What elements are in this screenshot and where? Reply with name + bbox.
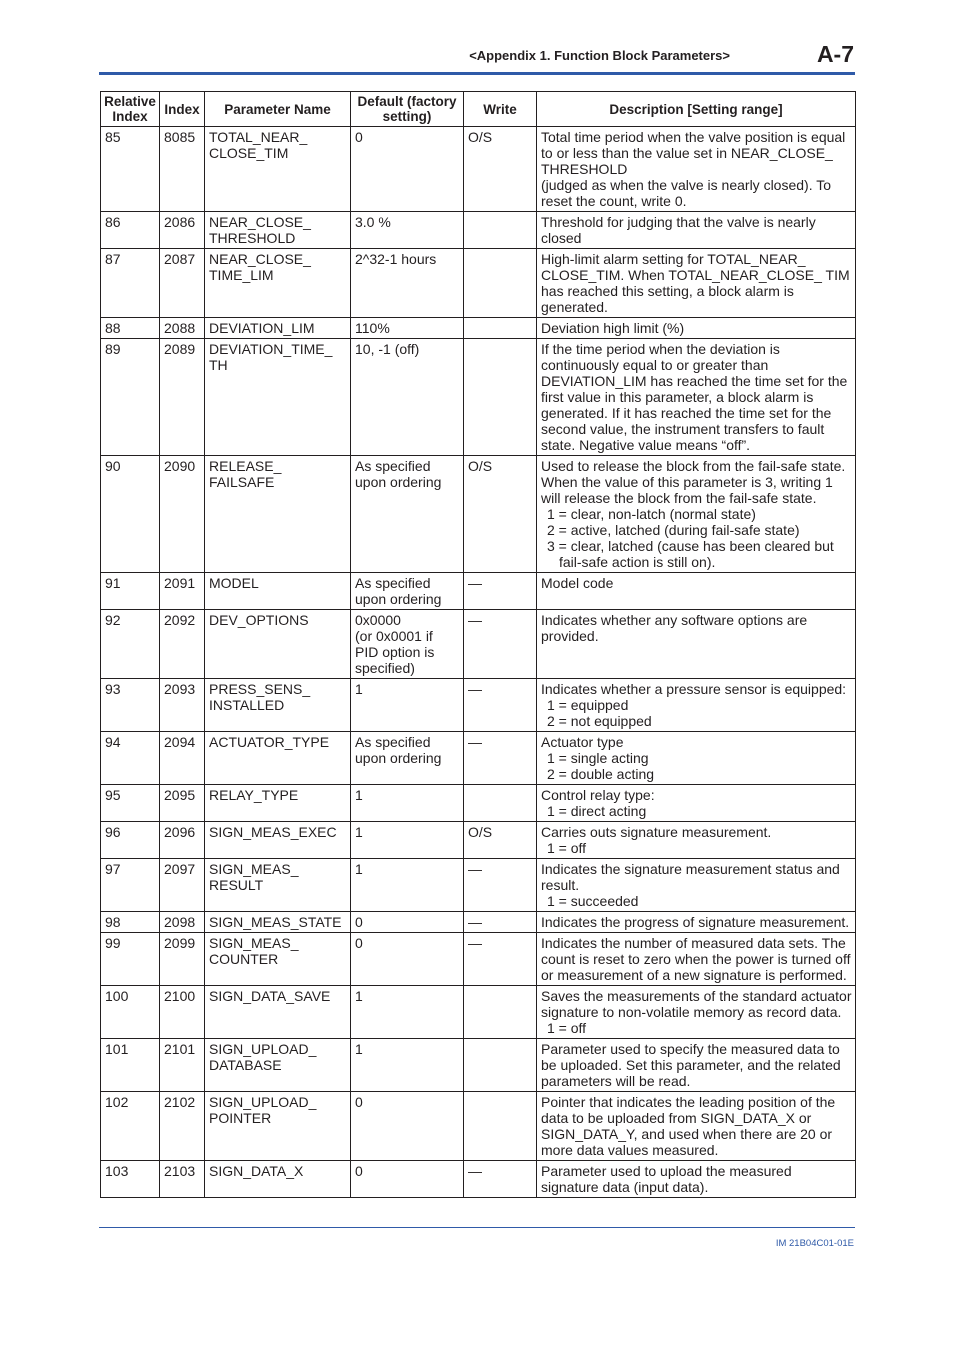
table-row	[101, 249, 856, 318]
relative-index-cell: 96	[101, 822, 160, 859]
parameter-name-cell: SIGN_UPLOAD_ POINTER	[205, 1092, 351, 1161]
relative-index-cell: 103	[101, 1161, 160, 1198]
description-list-item: 2 = active, latched (during fail-safe state)	[547, 522, 800, 538]
description-cell	[537, 212, 856, 249]
index-cell: 2094	[160, 732, 205, 785]
relative-index-cell: 93	[101, 679, 160, 732]
footer-rule	[99, 1227, 855, 1228]
index-cell: 2090	[160, 456, 205, 573]
table-row	[101, 1161, 856, 1198]
running-header: <Appendix 1. Function Block Parameters>	[469, 48, 730, 63]
table-row	[101, 212, 856, 249]
description-cell	[537, 933, 856, 986]
table-row	[101, 785, 856, 822]
description-text: Used to release the block from the fail-safe state. When the value of this parameter is 3, writing 1 will release the block from the fail-safe state.	[541, 458, 850, 506]
description-cell	[537, 912, 856, 933]
relative-index-cell: 102	[101, 1092, 160, 1161]
write-mode-cell: O/S	[464, 456, 537, 573]
description-cell	[537, 456, 856, 573]
col-header-description: Description [Setting range]	[537, 92, 856, 127]
default-value-cell: 0x0000 (or 0x0001 if PID option is specified)	[351, 610, 464, 679]
parameter-name-cell: NEAR_CLOSE_ THRESHOLD	[205, 212, 351, 249]
relative-index-cell: 95	[101, 785, 160, 822]
description-list-item: 1 = succeeded	[547, 893, 639, 909]
description-text: Total time period when the valve position is equal to or less than the value set in NEAR_CLOSE_ THRESHOLD	[541, 129, 850, 177]
parameter-name-cell: SIGN_MEAS_STATE	[205, 912, 351, 933]
relative-index-cell: 88	[101, 318, 160, 339]
col-header-parameter-name: Parameter Name	[205, 92, 351, 127]
relative-index-cell: 94	[101, 732, 160, 785]
col-header-default: Default (factory setting)	[351, 92, 464, 127]
relative-index-cell: 90	[101, 456, 160, 573]
document-id: IM 21B04C01-01E	[775, 1238, 854, 1249]
description-list-item: 1 = single acting	[547, 750, 649, 766]
description-text: Indicates the progress of signature measurement.	[541, 914, 850, 930]
table-row	[101, 822, 856, 859]
write-mode-cell	[464, 249, 537, 318]
description-cell	[537, 679, 856, 732]
write-mode-cell	[464, 318, 537, 339]
col-header-index: Index	[160, 92, 205, 127]
description-list-item: 2 = double acting	[547, 766, 655, 782]
table-row	[101, 127, 856, 212]
table-row	[101, 933, 856, 986]
relative-index-cell: 91	[101, 573, 160, 610]
table-header-row	[101, 92, 856, 127]
description-list-item: 1 = equipped	[547, 697, 629, 713]
description-cell	[537, 249, 856, 318]
default-value-cell: 1	[351, 785, 464, 822]
index-cell: 2098	[160, 912, 205, 933]
default-value-cell: 0	[351, 127, 464, 212]
write-mode-cell: O/S	[464, 822, 537, 859]
parameter-name-cell: SIGN_MEAS_ COUNTER	[205, 933, 351, 986]
table-row	[101, 679, 856, 732]
description-cell	[537, 986, 856, 1039]
description-text: (judged as when the valve is nearly closed). To reset the count, write 0.	[541, 177, 835, 209]
description-text: Control relay type:	[541, 787, 655, 803]
description-list-item: 1 = clear, non-latch (normal state)	[547, 506, 756, 522]
default-value-cell: 1	[351, 986, 464, 1039]
description-text: If the time period when the deviation is continuously equal to or greater than DEVIATION_LIM has reached the time set for the first value in this parameter, a block alarm is generated. If it has reached the time set for the second value, the instrument transfers to fault state. Negative value means “off”.	[541, 341, 852, 453]
description-text: Actuator type	[541, 734, 624, 750]
parameter-name-cell: ACTUATOR_TYPE	[205, 732, 351, 785]
write-mode-cell	[464, 212, 537, 249]
description-text: Saves the measurements of the standard actuator signature to non-volatile memory as record data.	[541, 988, 856, 1020]
index-cell: 2096	[160, 822, 205, 859]
index-cell: 2099	[160, 933, 205, 986]
write-mode-cell	[464, 1039, 537, 1092]
default-value-cell: 0	[351, 1092, 464, 1161]
index-cell: 2093	[160, 679, 205, 732]
col-header-relative-index: Relative Index	[101, 92, 160, 127]
index-cell: 2087	[160, 249, 205, 318]
default-value-cell: 110%	[351, 318, 464, 339]
parameter-name-cell: SIGN_MEAS_EXEC	[205, 822, 351, 859]
table-row	[101, 912, 856, 933]
default-value-cell: As specified upon ordering	[351, 573, 464, 610]
default-value-cell: 0	[351, 933, 464, 986]
index-cell: 2102	[160, 1092, 205, 1161]
relative-index-cell: 97	[101, 859, 160, 912]
description-cell	[537, 610, 856, 679]
parameter-name-cell: SIGN_DATA_X	[205, 1161, 351, 1198]
parameter-name-cell: DEVIATION_LIM	[205, 318, 351, 339]
write-mode-cell	[464, 986, 537, 1039]
parameter-name-cell: RELAY_TYPE	[205, 785, 351, 822]
default-value-cell: 1	[351, 822, 464, 859]
write-mode-cell: —	[464, 679, 537, 732]
index-cell: 2095	[160, 785, 205, 822]
table-row	[101, 732, 856, 785]
parameter-name-cell: TOTAL_NEAR_ CLOSE_TIM	[205, 127, 351, 212]
write-mode-cell: —	[464, 573, 537, 610]
index-cell: 8085	[160, 127, 205, 212]
write-mode-cell: O/S	[464, 127, 537, 212]
description-cell	[537, 339, 856, 456]
parameter-name-cell: NEAR_CLOSE_ TIME_LIM	[205, 249, 351, 318]
relative-index-cell: 92	[101, 610, 160, 679]
write-mode-cell: —	[464, 933, 537, 986]
description-text: Parameter used to specify the measured data to be uploaded. Set this parameter, and the related parameters will be read.	[541, 1041, 845, 1089]
write-mode-cell	[464, 339, 537, 456]
index-cell: 2097	[160, 859, 205, 912]
description-list-item: 2 = not equipped	[547, 713, 652, 729]
relative-index-cell: 98	[101, 912, 160, 933]
page-number: A-7	[816, 41, 854, 67]
description-text: Deviation high limit (%)	[541, 320, 685, 336]
table-row	[101, 573, 856, 610]
parameter-name-cell: SIGN_MEAS_ RESULT	[205, 859, 351, 912]
description-text: Indicates whether a pressure sensor is equipped:	[541, 681, 847, 697]
description-list-item: 1 = off	[547, 840, 587, 856]
parameter-name-cell: DEVIATION_TIME_ TH	[205, 339, 351, 456]
description-text: Carries outs signature measurement.	[541, 824, 772, 840]
description-cell	[537, 573, 856, 610]
write-mode-cell: —	[464, 1161, 537, 1198]
parameter-name-cell: SIGN_UPLOAD_ DATABASE	[205, 1039, 351, 1092]
default-value-cell: 1	[351, 859, 464, 912]
description-cell	[537, 1039, 856, 1092]
write-mode-cell: —	[464, 732, 537, 785]
description-cell	[537, 1161, 856, 1198]
relative-index-cell: 99	[101, 933, 160, 986]
description-text: Parameter used to upload the measured signature data (input data).	[541, 1163, 796, 1195]
default-value-cell: 2^32-1 hours	[351, 249, 464, 318]
default-value-cell: 1	[351, 679, 464, 732]
col-header-write: Write	[464, 92, 537, 127]
table-row	[101, 1092, 856, 1161]
parameter-table	[100, 91, 856, 1198]
table-row	[101, 456, 856, 573]
table-row	[101, 610, 856, 679]
description-list-item: 3 = clear, latched (cause has been cleared but fail-safe action is still on).	[547, 538, 838, 570]
relative-index-cell: 101	[101, 1039, 160, 1092]
description-text: High-limit alarm setting for TOTAL_NEAR_ CLOSE_TIM. When TOTAL_NEAR_CLOSE_ TIM has reached this setting, a block alarm is generated.	[541, 251, 854, 315]
parameter-name-cell: DEV_OPTIONS	[205, 610, 351, 679]
description-text: Indicates whether any software options are provided.	[541, 612, 812, 644]
description-text: Indicates the signature measurement status and result.	[541, 861, 844, 893]
write-mode-cell	[464, 785, 537, 822]
description-cell	[537, 127, 856, 212]
description-cell	[537, 732, 856, 785]
relative-index-cell: 87	[101, 249, 160, 318]
default-value-cell: 0	[351, 912, 464, 933]
default-value-cell: 0	[351, 1161, 464, 1198]
relative-index-cell: 86	[101, 212, 160, 249]
default-value-cell: 10, -1 (off)	[351, 339, 464, 456]
default-value-cell: As specified upon ordering	[351, 456, 464, 573]
description-cell	[537, 1092, 856, 1161]
relative-index-cell: 89	[101, 339, 160, 456]
default-value-cell: 3.0 %	[351, 212, 464, 249]
description-text: Model code	[541, 575, 614, 591]
index-cell: 2091	[160, 573, 205, 610]
description-list-item: 1 = direct acting	[547, 803, 647, 819]
default-value-cell: As specified upon ordering	[351, 732, 464, 785]
relative-index-cell: 85	[101, 127, 160, 212]
write-mode-cell: —	[464, 859, 537, 912]
table-row	[101, 986, 856, 1039]
description-cell	[537, 859, 856, 912]
description-text: Pointer that indicates the leading position of the data to be uploaded from SIGN_DATA_X or SIGN_DATA_Y, and used when there are 20 or more data values measured.	[541, 1094, 840, 1158]
parameter-name-cell: SIGN_DATA_SAVE	[205, 986, 351, 1039]
table-row	[101, 318, 856, 339]
index-cell: 2101	[160, 1039, 205, 1092]
table-row	[101, 1039, 856, 1092]
parameter-name-cell: MODEL	[205, 573, 351, 610]
description-list-item: 1 = off	[547, 1020, 587, 1036]
index-cell: 2103	[160, 1161, 205, 1198]
write-mode-cell: —	[464, 610, 537, 679]
index-cell: 2088	[160, 318, 205, 339]
description-text: Indicates the number of measured data sets. The count is reset to zero when the power is turned off or measurement of a new signature is performed.	[541, 935, 855, 983]
index-cell: 2100	[160, 986, 205, 1039]
relative-index-cell: 100	[101, 986, 160, 1039]
description-cell	[537, 785, 856, 822]
header-rule	[99, 72, 855, 75]
description-cell	[537, 822, 856, 859]
table-row	[101, 859, 856, 912]
parameter-name-cell: RELEASE_ FAILSAFE	[205, 456, 351, 573]
description-text: Threshold for judging that the valve is nearly closed	[541, 214, 820, 246]
description-cell	[537, 318, 856, 339]
index-cell: 2089	[160, 339, 205, 456]
index-cell: 2092	[160, 610, 205, 679]
table-row	[101, 339, 856, 456]
index-cell: 2086	[160, 212, 205, 249]
write-mode-cell: —	[464, 912, 537, 933]
table-body	[101, 127, 856, 1198]
parameter-name-cell: PRESS_SENS_ INSTALLED	[205, 679, 351, 732]
write-mode-cell	[464, 1092, 537, 1161]
default-value-cell: 1	[351, 1039, 464, 1092]
